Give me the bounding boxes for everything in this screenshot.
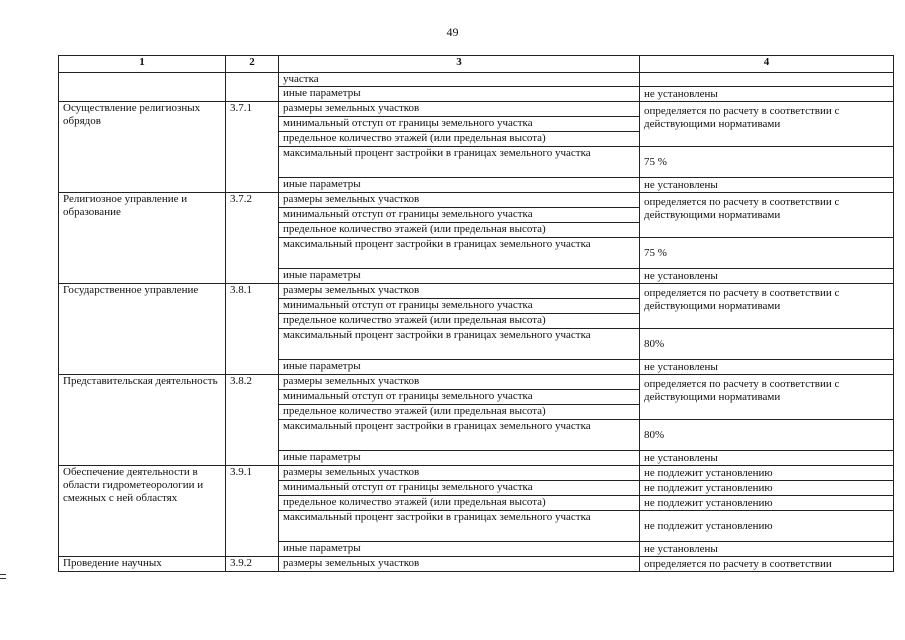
- activity-name: Проведение научных: [59, 557, 226, 572]
- column-header-2: 2: [226, 56, 279, 73]
- param-cell: размеры земельных участков: [279, 557, 640, 572]
- table-row: [59, 375, 894, 390]
- activity-cell: [59, 73, 226, 102]
- param-cell: иные параметры: [279, 87, 640, 102]
- activity-code: 3.9.1: [226, 466, 279, 557]
- param-cell: иные параметры: [279, 360, 640, 375]
- param-cell: минимальный отступ от границы земельного участка: [279, 390, 640, 405]
- value-cell: определяется по расчету в соответствии: [640, 557, 894, 572]
- param-cell: размеры земельных участков: [279, 466, 640, 481]
- param-cell: участка: [279, 73, 640, 87]
- param-cell: иные параметры: [279, 451, 640, 466]
- value-cell: 80%: [640, 329, 894, 360]
- value-cell: не установлены: [640, 178, 894, 193]
- activity-code: 3.7.2: [226, 193, 279, 284]
- table-row: [59, 193, 894, 208]
- activity-code: 3.8.2: [226, 375, 279, 466]
- value-cell: не подлежит установлению: [640, 466, 894, 481]
- code-cell: [226, 73, 279, 102]
- table-header-row: [59, 56, 894, 73]
- activity-code: 3.8.1: [226, 284, 279, 375]
- param-cell: максимальный процент застройки в границах земельного участка: [279, 147, 640, 178]
- table-row: [59, 557, 894, 572]
- margin-mark: [0, 574, 6, 582]
- activity-name: Религиозное управление и образование: [59, 193, 226, 284]
- param-cell: иные параметры: [279, 178, 640, 193]
- value-cell: не установлены: [640, 360, 894, 375]
- param-cell: максимальный процент застройки в границах земельного участка: [279, 238, 640, 269]
- value-cell: не установлены: [640, 451, 894, 466]
- table-row: [59, 466, 894, 481]
- page-number: 49: [446, 25, 459, 39]
- value-cell: определяется по расчету в соответствии с действующими нормативами: [640, 102, 894, 147]
- column-header-1: 1: [59, 56, 226, 73]
- value-cell: [640, 73, 894, 87]
- param-cell: иные параметры: [279, 542, 640, 557]
- param-cell: размеры земельных участков: [279, 102, 640, 117]
- activity-code: 3.9.2: [226, 557, 279, 572]
- value-cell: не установлены: [640, 542, 894, 557]
- param-cell: минимальный отступ от границы земельного участка: [279, 208, 640, 223]
- activity-name: Обеспечение деятельности в области гидрометеорологии и смежных с ней областях: [59, 466, 226, 557]
- value-cell: 75 %: [640, 147, 894, 178]
- table-row: [59, 73, 894, 87]
- value-cell: 80%: [640, 420, 894, 451]
- value-cell: 75 %: [640, 238, 894, 269]
- activity-code: 3.7.1: [226, 102, 279, 193]
- param-cell: предельное количество этажей (или предельная высота): [279, 496, 640, 511]
- value-cell: не подлежит установлению: [640, 481, 894, 496]
- regulations-table: [58, 55, 894, 572]
- activity-name: Осуществление религиозных обрядов: [59, 102, 226, 193]
- param-cell: максимальный процент застройки в границах земельного участка: [279, 329, 640, 360]
- param-cell: предельное количество этажей (или предельная высота): [279, 223, 640, 238]
- value-cell: не установлены: [640, 87, 894, 102]
- value-cell: определяется по расчету в соответствии с действующими нормативами: [640, 375, 894, 420]
- param-cell: предельное количество этажей (или предельная высота): [279, 314, 640, 329]
- param-cell: максимальный процент застройки в границах земельного участка: [279, 420, 640, 451]
- param-cell: максимальный процент застройки в границах земельного участка: [279, 511, 640, 542]
- param-cell: минимальный отступ от границы земельного участка: [279, 117, 640, 132]
- param-cell: размеры земельных участков: [279, 193, 640, 208]
- column-header-3: 3: [279, 56, 640, 73]
- column-header-4: 4: [640, 56, 894, 73]
- param-cell: предельное количество этажей (или предельная высота): [279, 405, 640, 420]
- param-cell: иные параметры: [279, 269, 640, 284]
- activity-name: Государственное управление: [59, 284, 226, 375]
- value-cell: не установлены: [640, 269, 894, 284]
- param-cell: предельное количество этажей (или предельная высота): [279, 132, 640, 147]
- param-cell: размеры земельных участков: [279, 284, 640, 299]
- table-row: [59, 284, 894, 299]
- activity-name: Представительская деятельность: [59, 375, 226, 466]
- param-cell: размеры земельных участков: [279, 375, 640, 390]
- param-cell: минимальный отступ от границы земельного участка: [279, 299, 640, 314]
- table-row: [59, 102, 894, 117]
- value-cell: не подлежит установлению: [640, 496, 894, 511]
- value-cell: не подлежит установлению: [640, 511, 894, 542]
- value-cell: определяется по расчету в соответствии с действующими нормативами: [640, 284, 894, 329]
- param-cell: минимальный отступ от границы земельного участка: [279, 481, 640, 496]
- value-cell: определяется по расчету в соответствии с действующими нормативами: [640, 193, 894, 238]
